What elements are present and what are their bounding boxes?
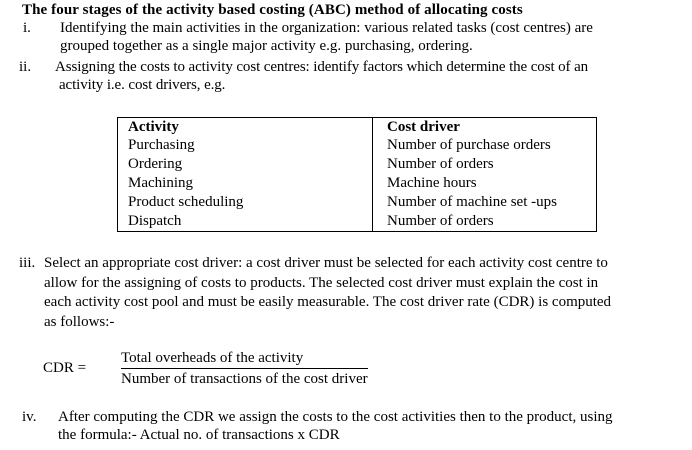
table-cell-cost-driver: Number of purchase orders <box>387 137 551 153</box>
table-cell-activity: Product scheduling <box>118 193 373 212</box>
table-cell-cost-driver: Number of orders <box>387 156 494 172</box>
formula-denominator: Number of transactions of the cost driver <box>121 371 368 387</box>
table-header-cost-driver: Cost driver <box>387 119 460 135</box>
table-cell-cost-driver: Number of machine set -ups <box>387 194 557 210</box>
table-cell-activity: Dispatch <box>118 212 373 232</box>
table-header-activity: Activity <box>118 118 373 137</box>
table-cell-cost-driver: Number of orders <box>387 213 494 229</box>
item-i-line-2: grouped together as a single major activity e.g. purchasing, ordering. <box>60 38 473 54</box>
item-iii-text <box>44 254 611 332</box>
item-iii-line-2: allow for the assigning of costs to products. The selected cost driver must explain the cost in <box>44 274 599 291</box>
item-iv-text <box>58 408 613 444</box>
formula-numerator: Total overheads of the activity <box>121 349 368 369</box>
item-ii-line-2: activity i.e. cost drivers, e.g. <box>59 77 226 93</box>
table-cell-cost-driver: Machine hours <box>387 175 477 191</box>
table-cell-activity: Ordering <box>118 155 373 174</box>
table-row <box>118 136 597 155</box>
item-numeral-i: i. <box>23 20 31 36</box>
activity-cost-driver-table <box>117 117 597 232</box>
item-numeral-iv: iv. <box>22 409 37 425</box>
item-iii-line-4: as follows:- <box>44 313 115 330</box>
table-cell-activity: Purchasing <box>118 136 373 155</box>
table-row <box>118 193 597 212</box>
item-iv-line-1: After computing the CDR we assign the costs to the cost activities then to the product, using <box>58 409 613 425</box>
item-ii-line-1: Assigning the costs to activity cost centres: identify factors which determine the cost of an <box>55 59 589 75</box>
cdr-fraction <box>121 349 368 388</box>
item-i-line-1: Identifying the main activities in the organization: various related tasks (cost centres) are <box>60 20 593 36</box>
table-header-row <box>118 118 597 137</box>
item-numeral-ii: ii. <box>19 59 32 75</box>
item-numeral-iii: iii. <box>19 255 36 271</box>
item-iii-line-1: Select an appropriate cost driver: a cost driver must be selected for each activity cost centre to <box>44 255 608 271</box>
item-iii-line-3: each activity cost pool and must be easily measurable. The cost driver rate (CDR) is computed <box>44 294 612 310</box>
item-i-text <box>60 19 593 55</box>
item-ii-text <box>55 58 588 94</box>
table-row <box>118 155 597 174</box>
page-title: The four stages of the activity based costing (ABC) method of allocating costs <box>22 2 523 18</box>
table-cell-activity: Machining <box>118 174 373 193</box>
formula-label: CDR = <box>43 360 87 376</box>
table-row <box>118 174 597 193</box>
table-row <box>118 212 597 232</box>
item-iv-line-2: the formula:- Actual no. of transactions x CDR <box>58 427 340 443</box>
